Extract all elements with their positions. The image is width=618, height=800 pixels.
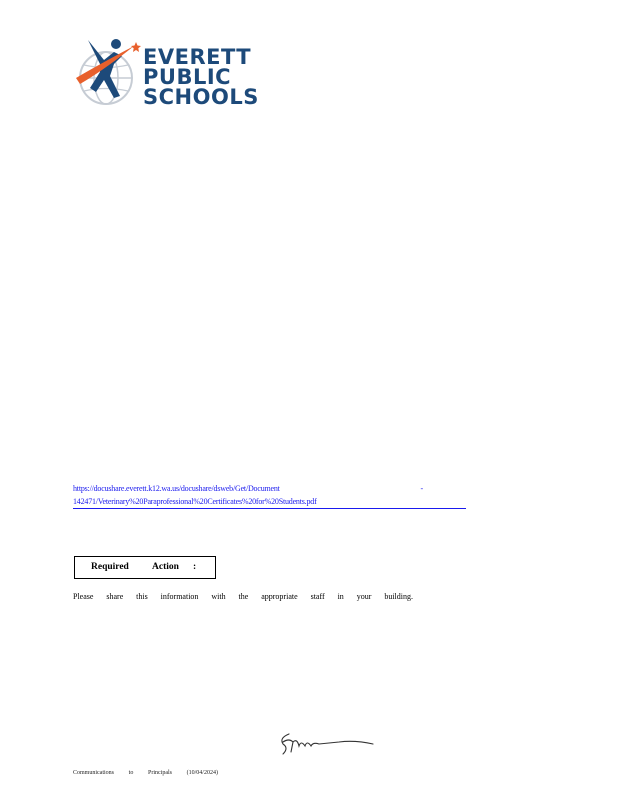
logo-wordmark <box>143 47 259 107</box>
required-action-box <box>74 556 216 579</box>
share-word: Please <box>73 592 94 601</box>
footer-date: (10/04/2024) <box>186 770 218 776</box>
logo-emblem-icon <box>70 34 142 112</box>
share-instruction <box>73 592 413 601</box>
signature-icon <box>275 728 375 758</box>
share-word: building. <box>384 592 413 601</box>
footer-to: to <box>128 770 134 776</box>
link-url-part2[interactable]: 142471/Veterinary%20Paraprofessional%20Certificates%20for%20Students.pdf <box>73 495 466 509</box>
required-action-colon: : <box>193 562 197 572</box>
link-url-part1[interactable]: https://docushare.everett.k12.wa.us/docushare/dsweb/Get/Document <box>73 484 280 493</box>
share-word: information <box>160 592 199 601</box>
share-word: appropriate <box>261 592 298 601</box>
share-word: with <box>211 592 226 601</box>
share-word: your <box>356 592 372 601</box>
share-word: the <box>238 592 249 601</box>
required-label: Required <box>91 562 129 572</box>
logo-line-everett: EVERETT <box>143 45 252 69</box>
action-label: Action <box>152 562 179 572</box>
document-link[interactable] <box>73 482 466 509</box>
share-word: share <box>106 592 124 601</box>
link-dash[interactable]: - <box>420 484 423 493</box>
share-word: staff <box>310 592 325 601</box>
logo-line-public: PUBLIC <box>143 65 232 89</box>
district-logo <box>70 34 259 112</box>
share-word: this <box>136 592 148 601</box>
footer-principals: Principals <box>147 770 172 776</box>
share-word: in <box>337 592 344 601</box>
footer-line <box>73 770 218 776</box>
logo-line-schools: SCHOOLS <box>143 85 259 109</box>
footer-communications: Communications <box>73 770 114 776</box>
